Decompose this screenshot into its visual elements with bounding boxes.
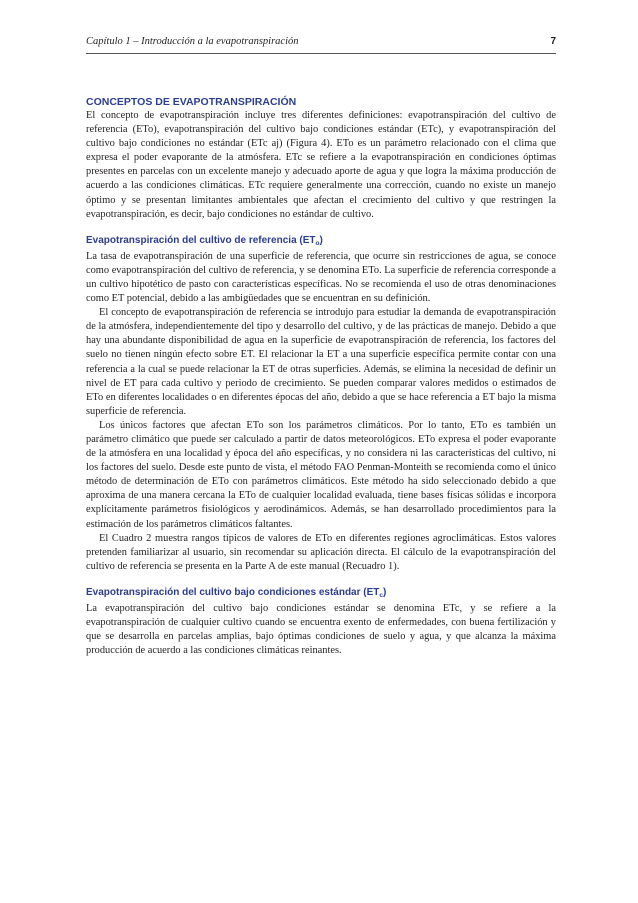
subsection-title-reference-et [86, 234, 556, 250]
subsection-title-standard-et [86, 586, 556, 602]
paragraph: La evapotranspiración del cultivo bajo condiciones estándar se denomina ETc, y se refiere a la evapotranspiración de cualquier cultivo cuando se encuentra exento de enfermedades, con buena fertilización y que se desarrolla en parcelas amplias, bajo óptimas condiciones de suelo y agua, y que alcanza la máxima producción de acuerdo a las condiciones climáticas reinantes. [86, 602, 556, 657]
subsection-title-close: ) [383, 586, 387, 598]
subsection-title-text: Evapotranspiración del cultivo de referencia (ET [86, 234, 316, 246]
paragraph: Los únicos factores que afectan ETo son los parámetros climáticos. Por lo tanto, ETo es también un parámetro climático que puede ser calculado a partir de datos meteorológicos. ETo expresa el poder evaporante de la atmósfera en una localidad y época del año específicas, y no considera ni las características del cultivo, ni los factores del suelo. Desde este punto de vista, el método FAO Penman-Monteith se recomienda como el único método de determinación de ETo con parámetros climáticos. Este método ha sido seleccionado debido a que aproxima de una manera cercana la ETo de cualquier localidad evaluada, tiene bases físicas sólidas e incorpora explícitamente parámetros fisiológicos y aerodinámicos. Además, se han desarrollado procedimientos para la estimación de los parámetros climáticos faltantes. [86, 419, 556, 530]
subsection-title-close: ) [319, 234, 323, 246]
section-intro-paragraph: El concepto de evapotranspiración incluye tres diferentes definiciones: evapotranspiración del cultivo de referencia (ETo), evapotranspiración del cultivo bajo condiciones estándar (ETc), y evapotranspiración del cultivo bajo condiciones no estándar (ETc aj) (Figura 4). ETo es un parámetro relacionado con el clima que expresa el poder evaporante de la atmósfera. ETc se refiere a la evapotranspiración en condiciones óptimas presentes en parcelas con un excelente manejo y adecuado aporte de agua y que logra la máxima producción de acuerdo a las condiciones climáticas. ETc requiere generalmente una corrección, cuando no existe un manejo óptimo y se presentan limitantes ambientales que afectan el crecimiento del cultivo y que restringen la evapotranspiración, es decir, bajo condiciones no estándar de cultivo. [86, 110, 556, 220]
subsection-title-text: Evapotranspiración del cultivo bajo condiciones estándar (ET [86, 586, 380, 598]
subsection-title-subscript: c [379, 591, 384, 599]
page-number: 7 [550, 36, 556, 47]
subsection-title-subscript: o [315, 239, 320, 247]
paragraph: El concepto de evapotranspiración de referencia se introdujo para estudiar la demanda de evapotranspiración de la atmósfera, independientemente del tipo y desarrollo del cultivo, y de las prácticas de manejo. Debido a que hay una abundante disponibilidad de agua en la superficie de evapotranspiración de referencia, los factores del suelo no tienen ningún efecto sobre ET. El relacionar la ET a una superficie específica permite contar con una referencia a la cual se puede relacionar la ET de otras superficies. Además, se elimina la necesidad de definir un nivel de ET para cada cultivo y periodo de crecimiento. Se pueden comparar valores medidos o estimados de ETo en diferentes localidades o en diferentes épocas del año, debido a que se hace referencia a ET bajo la misma superficie de referencia. [86, 307, 556, 417]
running-head: Capítulo 1 – Introducción a la evapotranspiración [86, 36, 299, 47]
section-title: CONCEPTOS DE EVAPOTRANSPIRACIÓN [86, 96, 297, 108]
page-content [86, 96, 556, 658]
paragraph: La tasa de evapotranspiración de una superficie de referencia, que ocurre sin restricciones de agua, se conoce como evapotranspiración del cultivo de referencia, y se denomina ETo. La superficie de referencia corresponde a un cultivo hipotético de pasto con características específicas. No se recomienda el uso de otras denominaciones como ET potencial, debido a las ambigüedades que se encuentran en su definición. [86, 250, 556, 305]
paragraph: El Cuadro 2 muestra rangos típicos de valores de ETo en diferentes regiones agroclimáticas. Estos valores pretenden familiarizar al usuario, sin recomendar su aplicación directa. El cálculo de la evapotranspiración del cultivo de referencia se presenta en la Parte A de este manual (Recuadro 1). [86, 532, 556, 572]
page-header [86, 36, 556, 54]
